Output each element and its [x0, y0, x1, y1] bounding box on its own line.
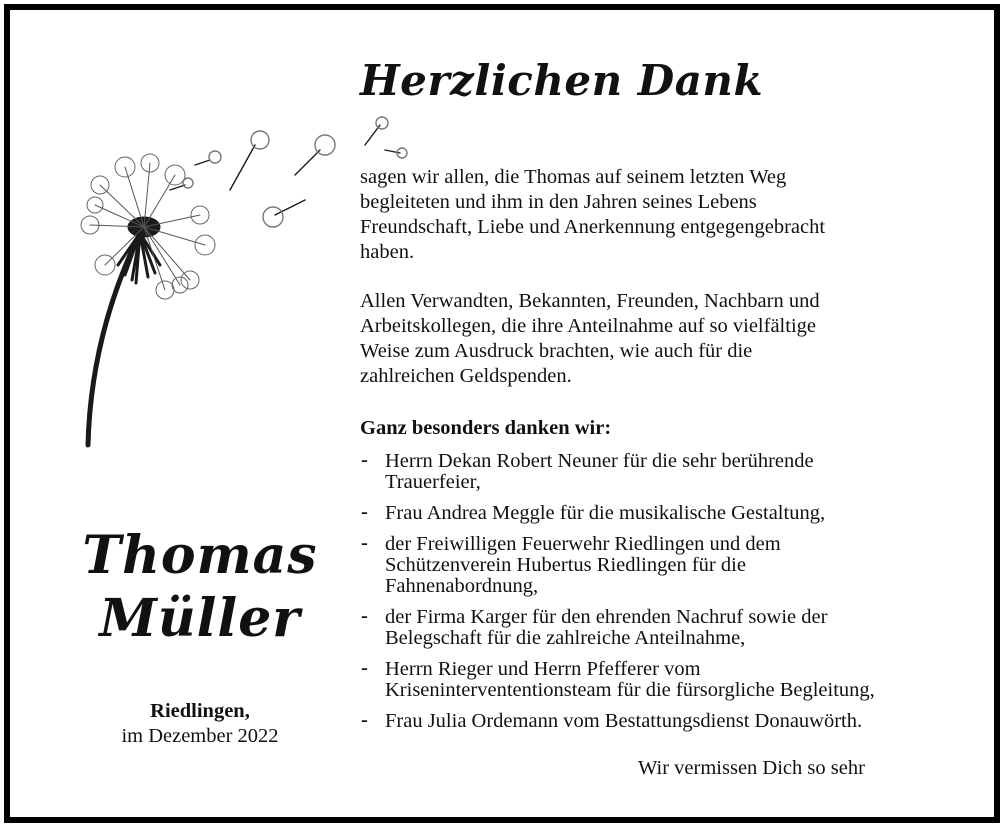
heading: Herzlichen Dank — [360, 56, 764, 105]
list-item-line: Frau Andrea Meggle für die musikalische Gestaltung, — [385, 502, 826, 524]
place: Riedlingen, — [150, 700, 250, 722]
bullet-dash: - — [361, 657, 368, 679]
list-item-line: Belegschaft für die zahlreiche Anteilnahme, — [385, 627, 746, 649]
obituary-frame — [4, 4, 1000, 823]
second-line: Arbeitskollegen, die ihre Anteilnahme auf so vielfältige — [360, 315, 816, 337]
intro-line: Freundschaft, Liebe und Anerkennung entgegengebracht — [360, 216, 826, 238]
bullet-dash: - — [361, 605, 368, 627]
deceased-last-name: Müller — [99, 588, 301, 649]
dandelion-icon — [70, 105, 410, 455]
list-item-line: der Freiwilligen Feuerwehr Riedlingen und dem — [385, 533, 781, 555]
bullet-dash: - — [361, 501, 368, 523]
bullet-dash: - — [361, 709, 368, 731]
list-item-line: Schützenverein Hubertus Riedlingen für die — [385, 554, 746, 576]
list-item — [360, 503, 980, 524]
deceased-first-name: Thomas — [82, 525, 318, 586]
list-item — [360, 451, 980, 493]
list-item-line: Frau Julia Ordemann vom Bestattungsdienst Donauwörth. — [385, 710, 863, 732]
intro-line: begleiteten und ihm in den Jahren seines Lebens — [360, 191, 757, 213]
list-item-line: Herrn Dekan Robert Neuner für die sehr berührende — [385, 450, 814, 472]
intro-line: haben. — [360, 241, 415, 263]
list-item — [360, 711, 980, 732]
list-item-line: Fahnenabordnung, — [385, 575, 539, 597]
list-item-line: Krisenintervententionsteam für die fürsorgliche Begleitung, — [385, 679, 875, 701]
intro-line: sagen wir allen, die Thomas auf seinem letzten Weg — [360, 166, 787, 188]
list-item — [360, 659, 980, 701]
list-item — [360, 607, 980, 649]
thanks-list — [360, 451, 980, 742]
list-item-line: Herrn Rieger und Herrn Pfefferer vom — [385, 658, 701, 680]
bullet-dash: - — [361, 449, 368, 471]
closing-line: Wir vermissen Dich so sehr — [638, 757, 865, 779]
bullet-dash: - — [361, 532, 368, 554]
date: im Dezember 2022 — [121, 725, 279, 747]
list-item-line: Trauerfeier, — [385, 471, 481, 493]
second-paragraph — [360, 289, 960, 389]
second-line: zahlreichen Geldspenden. — [360, 365, 572, 387]
intro-paragraph — [360, 165, 960, 265]
second-line: Weise zum Ausdruck brachten, wie auch für die — [360, 340, 753, 362]
list-item-line: der Firma Karger für den ehrenden Nachruf sowie der — [385, 606, 828, 628]
second-line: Allen Verwandten, Bekannten, Freunden, Nachbarn und — [360, 290, 820, 312]
thanks-heading: Ganz besonders danken wir: — [360, 417, 612, 439]
list-item — [360, 534, 980, 597]
